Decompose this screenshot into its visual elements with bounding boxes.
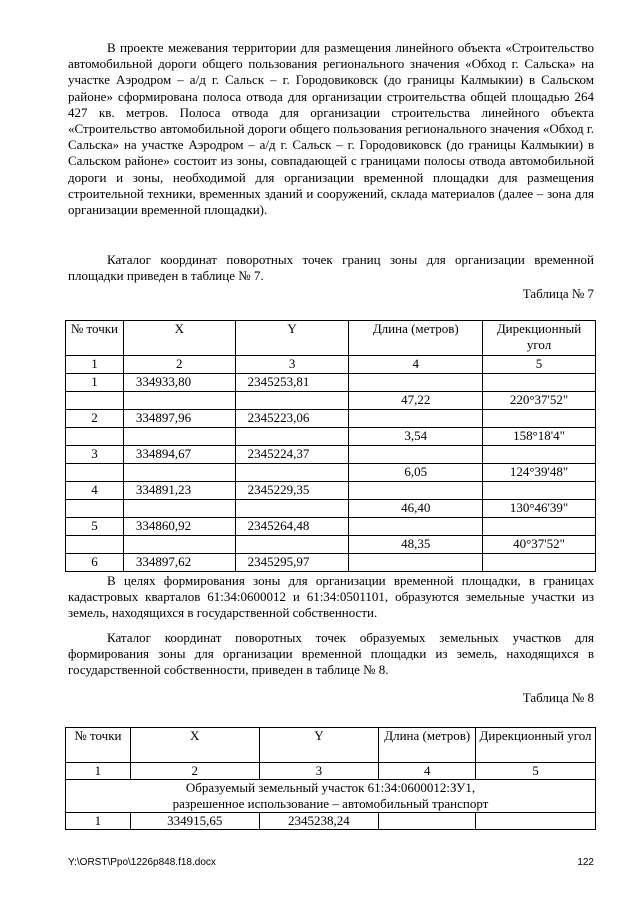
angle-value: 158°18'4" <box>483 428 596 446</box>
header-cell: Дирекционный угол <box>476 728 596 763</box>
parcel-title-row <box>66 780 596 813</box>
table7-intro-paragraph: Каталог координат поворотных точек границ зоны для организации временной площадки приведен в таблице № 7. <box>68 252 594 284</box>
table-header-row <box>66 321 596 356</box>
point-number: 1 <box>66 813 131 830</box>
length-value: 48,35 <box>349 536 483 554</box>
y-value: 2345224,37 <box>235 446 349 464</box>
point-number: 4 <box>66 482 124 500</box>
x-value: 334915,65 <box>130 813 259 830</box>
point-row <box>66 374 596 392</box>
length-value: 47,22 <box>349 392 483 410</box>
header-cell: Y <box>259 728 379 763</box>
y-value: 2345253,81 <box>235 374 349 392</box>
x-value: 334860,92 <box>123 518 235 536</box>
table7-caption: Таблица № 7 <box>522 286 594 301</box>
segment-row <box>66 536 596 554</box>
point-number: 1 <box>66 374 124 392</box>
intro-paragraph: В проекте межевания территории для размещения линейного объекта «Строительство автомобильной дороги общего пользования регионального значения «Обход г. Сальска» на участке Аэродром – а/д г. Сальск – г. Городовиковск (до границы Калмыкии) в Сальском районе» сформирована полоса отвода для организации строительства общей площадью 264 427 кв. метров. Полоса отвода для организации строительства линейного объекта «Строительство автомобильной дороги общего пользования регионального значения «Обход г. Сальска» на участке Аэродром – а/д г. Сальск – г. Городовиковск (до границы Калмыкии) в Сальском районе» состоит из зоны, совпадающей с границами полосы отвода автомобильной дороги и зоны, необходимой для организации временной площадки для размещения строительной техники, временных зданий и сооружений, склада материалов (далее – зона для организации временной площадки). <box>68 40 594 218</box>
column-number-cell: 4 <box>349 356 483 374</box>
angle-value: 130°46'39" <box>483 500 596 518</box>
footer-file-path: Y:\ORST\Ppo\1226p848.f18.docx <box>68 857 216 868</box>
point-number: 3 <box>66 446 124 464</box>
column-number-cell: 4 <box>379 763 476 780</box>
table8-caption: Таблица № 8 <box>522 690 594 705</box>
y-value: 2345238,24 <box>259 813 379 830</box>
parcel-title-cell <box>66 780 596 813</box>
point-number: 5 <box>66 518 124 536</box>
point-row <box>66 410 596 428</box>
x-value: 334897,96 <box>123 410 235 428</box>
parcels-paragraph: В целях формирования зоны для организации временной площадки, в границах кадастровых кварталов 61:34:0600012 и 61:34:0501101, образуются земельные участки из земель, находящихся в государственной собственности. <box>68 573 594 621</box>
header-cell: X <box>123 321 235 356</box>
column-number-row <box>66 763 596 780</box>
point-row <box>66 482 596 500</box>
parcel-use-line: разрешенное использование – автомобильный транспорт <box>172 796 489 811</box>
length-value: 3,54 <box>349 428 483 446</box>
table-header-row <box>66 728 596 763</box>
angle-value: 124°39'48" <box>483 464 596 482</box>
segment-row <box>66 428 596 446</box>
y-value: 2345223,06 <box>235 410 349 428</box>
header-cell: № точки <box>66 321 124 356</box>
angle-value: 40°37'52" <box>483 536 596 554</box>
header-cell: Длина (метров) <box>379 728 476 763</box>
segment-row <box>66 500 596 518</box>
point-number: 6 <box>66 554 124 572</box>
header-cell: Y <box>235 321 349 356</box>
x-value: 334897,62 <box>123 554 235 572</box>
length-value: 6,05 <box>349 464 483 482</box>
column-number-cell: 3 <box>259 763 379 780</box>
x-value: 334933,80 <box>123 374 235 392</box>
column-number-cell: 1 <box>66 763 131 780</box>
header-cell: № точки <box>66 728 131 763</box>
point-row <box>66 554 596 572</box>
y-value: 2345264,48 <box>235 518 349 536</box>
header-cell: Длина (метров) <box>349 321 483 356</box>
table-7 <box>65 320 596 572</box>
point-row <box>66 518 596 536</box>
parcel-title-line: Образуемый земельный участок 61:34:0600012:ЗУ1, <box>185 780 476 795</box>
header-cell: Дирекционный угол <box>483 321 596 356</box>
x-value: 334894,67 <box>123 446 235 464</box>
point-row <box>66 813 596 830</box>
column-number-cell: 5 <box>476 763 596 780</box>
footer-page-number: 122 <box>577 857 594 868</box>
column-number-cell: 5 <box>483 356 596 374</box>
segment-row <box>66 464 596 482</box>
length-value: 46,40 <box>349 500 483 518</box>
column-number-row <box>66 356 596 374</box>
column-number-cell: 2 <box>130 763 259 780</box>
header-cell: X <box>130 728 259 763</box>
y-value: 2345295,97 <box>235 554 349 572</box>
point-row <box>66 446 596 464</box>
y-value: 2345229,35 <box>235 482 349 500</box>
column-number-cell: 1 <box>66 356 124 374</box>
x-value: 334891,23 <box>123 482 235 500</box>
table-8 <box>65 727 596 830</box>
point-number: 2 <box>66 410 124 428</box>
table8-intro-paragraph: Каталог координат поворотных точек образуемых земельных участков для формирования зоны для организации временной площадки из земель, находящихся в государственной собственности, приведен в таблице № 8. <box>68 630 594 678</box>
column-number-cell: 3 <box>235 356 349 374</box>
segment-row <box>66 392 596 410</box>
angle-value: 220°37'52" <box>483 392 596 410</box>
column-number-cell: 2 <box>123 356 235 374</box>
